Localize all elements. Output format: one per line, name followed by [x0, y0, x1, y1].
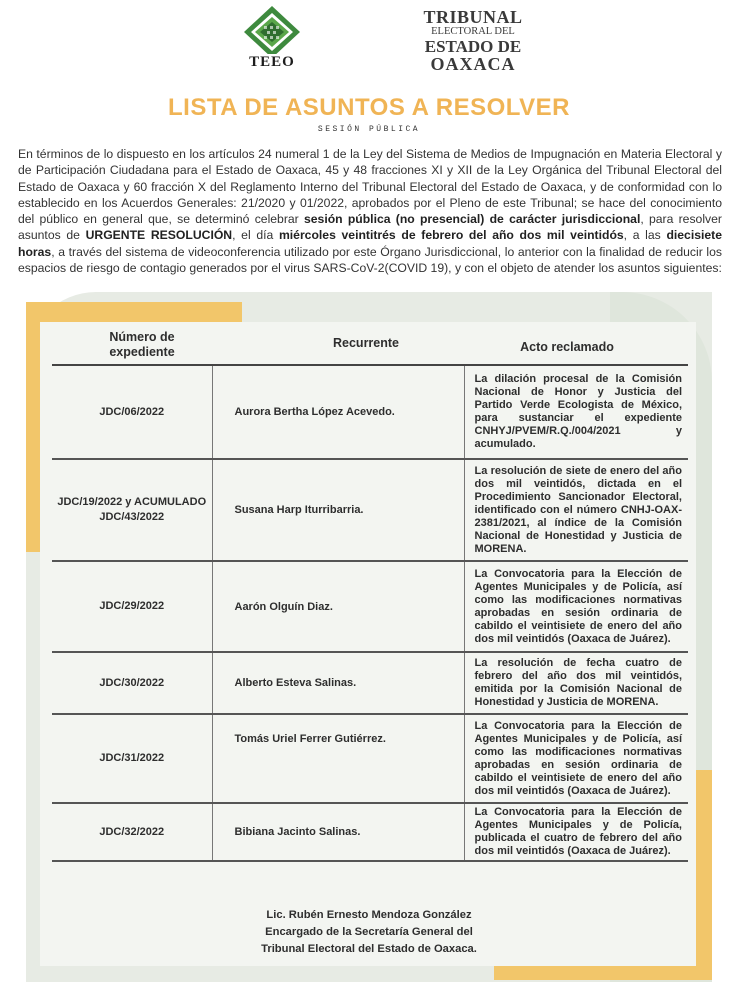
- table-row: [52, 652, 688, 714]
- intro-bold-3: miércoles veintitrés de febrero del año dos mil veintidós: [278, 228, 624, 243]
- tribunal-logo: [418, 8, 528, 73]
- cell-acto: La resolución de fecha cuatro de febrero del año dos mil veintidós, emitida por la Comisión Nacional de Honestidad y Justicia de MORENA.: [464, 652, 688, 714]
- cell-acto: La dilación procesal de la Comisión Nacional de Honor y Justicia del Partido Verde Ecologista de México, para sustanciar el expediente CNHYJ/PVEM/R.Q./004/2021 y acumulado.: [464, 365, 688, 459]
- intro-paragraph: [18, 146, 722, 276]
- accent-bar-top-left: [26, 302, 242, 322]
- cell-recurrente: Aarón Olguín Diaz.: [212, 561, 464, 652]
- page-subtitle: SESIÓN PÚBLICA: [317, 125, 421, 134]
- cell-expediente: JDC/30/2022: [52, 652, 212, 714]
- teeo-logo-text: TEEO: [236, 54, 308, 71]
- cell-recurrente: Tomás Uriel Ferrer Gutiérrez.: [212, 714, 464, 803]
- signature-block: [0, 907, 738, 958]
- intro-bold-2: URGENTE RESOLUCIÓN: [85, 228, 233, 243]
- tribunal-logo-line-4: OAXACA: [430, 53, 516, 74]
- tribunal-logo-line-2: ELECTORAL DEL: [431, 26, 515, 37]
- signature-role-1: Encargado de la Secretaría General del: [265, 926, 473, 938]
- header-recurrente: Recurrente: [333, 336, 399, 350]
- teeo-emblem-icon: [240, 4, 304, 60]
- cell-expediente: JDC/29/2022: [52, 561, 212, 652]
- teeo-logo: [236, 4, 308, 76]
- accent-bar-bottom: [494, 966, 712, 980]
- intro-text-3: , el día: [232, 228, 279, 243]
- asuntos-table: [52, 364, 688, 862]
- intro-text-4: , a las: [623, 228, 667, 243]
- table-row: [52, 803, 688, 861]
- cell-expediente: JDC/19/2022 y ACUMULADO JDC/43/2022: [52, 459, 212, 561]
- cell-recurrente: Bibiana Jacinto Salinas.: [212, 803, 464, 861]
- table-row: [52, 714, 688, 803]
- cell-expediente: JDC/06/2022: [52, 365, 212, 459]
- intro-text-2: , para resolver asuntos de: [18, 212, 722, 243]
- cell-expediente: JDC/31/2022: [52, 714, 212, 803]
- cell-recurrente: Aurora Bertha López Acevedo.: [212, 365, 464, 459]
- intro-bold-4: diecisiete horas: [18, 228, 722, 259]
- page-title: LISTA DE ASUNTOS A RESOLVER: [168, 94, 570, 121]
- signature-name: Lic. Rubén Ernesto Mendoza González: [266, 909, 472, 921]
- header-acto-reclamado: Acto reclamado: [520, 340, 614, 354]
- table-row: [52, 561, 688, 652]
- cell-acto: La Convocatoria para la Elección de Agentes Municipales y de Policía, así como las modificaciones normativas aprobadas en sesión ordinaria de cabildo el veintisiete de enero del año dos mil veintidós (Oaxaca de Juárez).: [464, 714, 688, 803]
- header-expediente: Número de expediente: [109, 330, 175, 359]
- cell-recurrente: Alberto Esteva Salinas.: [212, 652, 464, 714]
- cell-recurrente: Susana Harp Iturribarria.: [212, 459, 464, 561]
- accent-bar-left: [26, 302, 40, 552]
- table-header: [52, 324, 688, 364]
- intro-text-5: , a través del sistema de videoconferencia utilizado por este Órgano Jurisdiccional, lo anterior con la finalidad de reducir los espacios de riesgo de contagio generados por el virus SARS-CoV-2(COVID 19), y con el objeto de atender los asuntos siguientes:: [18, 244, 722, 276]
- cell-acto: La Convocatoria para la Elección de Agentes Municipales y de Policía, publicada el cuatro de febrero del año dos mil veintidós (Oaxaca de Juárez).: [464, 803, 688, 861]
- cell-expediente: JDC/32/2022: [52, 803, 212, 861]
- tribunal-logo-line-1: TRIBUNAL: [423, 7, 523, 27]
- cell-acto: La Convocatoria para la Elección de Agentes Municipales y de Policía, así como las modificaciones normativas aprobadas en sesión ordinaria de cabildo el veintisiete de enero del año dos mil veintidós (Oaxaca de Juárez).: [464, 561, 688, 652]
- intro-bold-1: sesión pública (no presencial) de carácter jurisdiccional: [303, 212, 641, 227]
- intro-text-1: En términos de lo dispuesto en los artículos 24 numeral 1 de la Ley del Sistema de Medios de Impugnación en Materia Electoral y de Participación Ciudadana para el Estado de Oaxaca, 45 y 48 fracciones XI y XII de la Ley Orgánica del Tribunal Electoral del Estado de Oaxaca y 60 fracción X del Reglamento Interno del Tribunal Electoral del Estado de Oaxaca, y de conformidad con lo establecido en los Acuerdos Generales: 21/2020 y 01/2022, aprobados por el Pleno de este Tribunal; se hace del conocimiento del público en general que, se determinó celebrar: [18, 147, 722, 227]
- table-row: [52, 365, 688, 459]
- table-row: [52, 459, 688, 561]
- signature-role-2: Tribunal Electoral del Estado de Oaxaca.: [261, 943, 477, 955]
- cell-acto: La resolución de siete de enero del año dos mil veintidós, dictada en el Procedimiento Sancionador Electoral, identificado con el número CNHJ-OAX-2381/2021, al índice de la Comisión Nacional de Honestidad y Justicia de MORENA.: [464, 459, 688, 561]
- tribunal-logo-line-3: ESTADO DE: [424, 36, 522, 56]
